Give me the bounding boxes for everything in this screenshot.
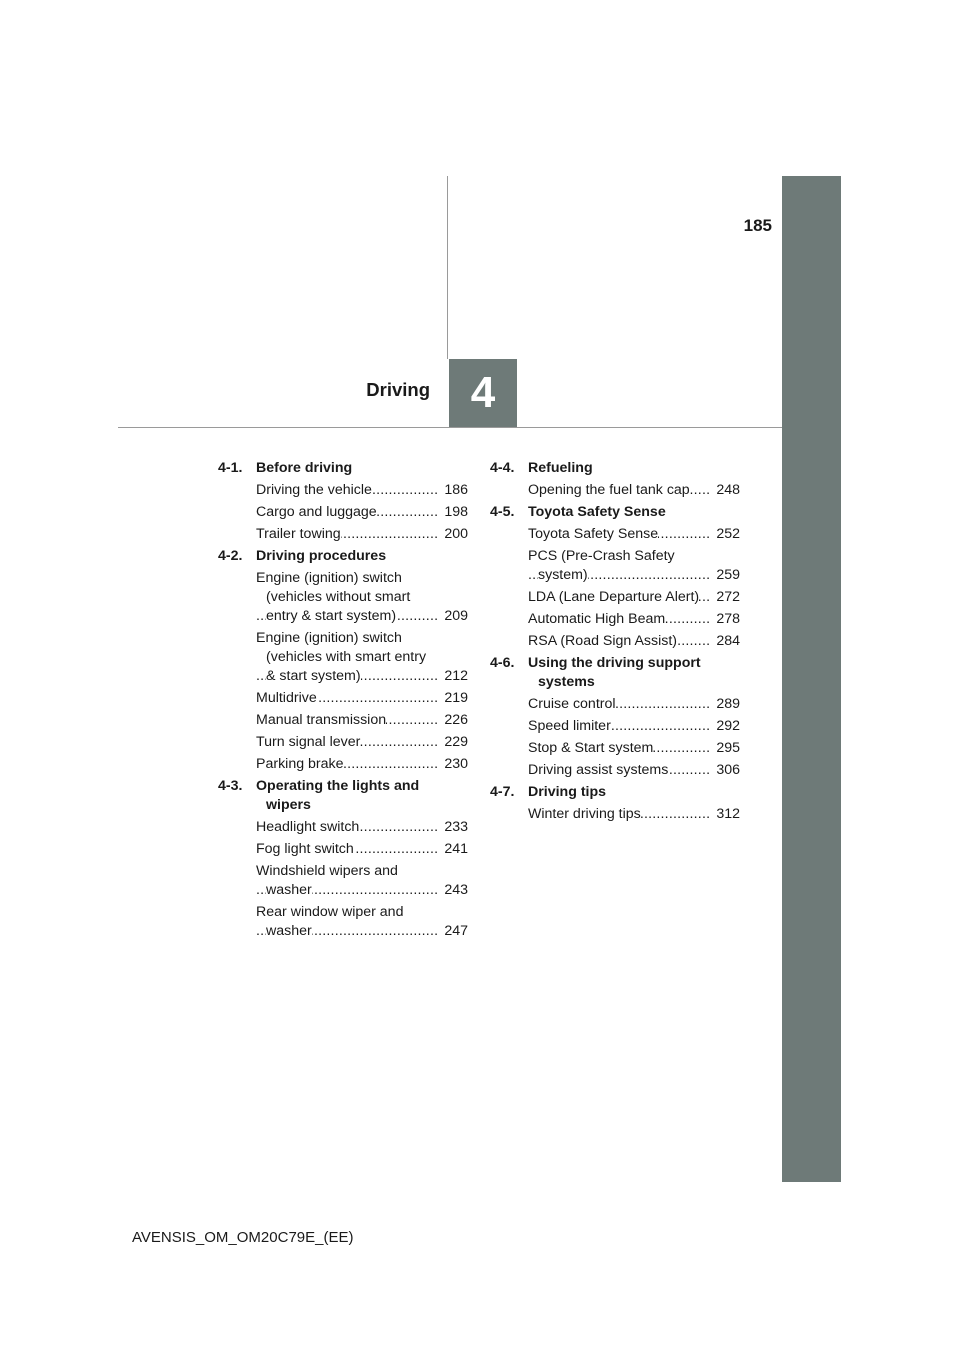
entry-page-number: 241 [438,840,468,859]
entry-page-number: 259 [710,566,740,585]
toc-entry[interactable] [256,711,468,730]
entry-page-number: 212 [438,667,468,686]
toc-entry[interactable] [256,629,468,686]
document-footer: AVENSIS_OM_OM20C79E_(EE) [132,1229,354,1246]
entry-page-number: 219 [438,689,468,708]
section-number: 4-2. [218,548,243,564]
side-thumb-tab [782,176,841,1182]
section-title[interactable]: Refueling [528,460,593,476]
entry-title: Stop & Start system [528,740,654,756]
entry-title: Automatic High Beam [528,611,666,627]
entry-title: Driving the vehicle [256,482,372,498]
toc-entry[interactable] [528,717,740,736]
header-vertical-rule [447,176,448,359]
section-number: 4-6. [490,655,515,671]
entry-title: Fog light switch [256,841,354,857]
entry-title: Speed limiter [528,718,611,734]
chapter-number: 4 [470,368,496,417]
entry-title: Winter driving tips [528,806,641,822]
section-number: 4-1. [218,460,243,476]
entry-page-number: 226 [438,711,468,730]
entry-title: LDA (Lane Departure Alert) [528,589,700,605]
toc-section [490,503,740,522]
section-title[interactable]: Before driving [256,460,353,476]
section-title[interactable]: Using the driving support systems [528,655,701,690]
toc-entry[interactable] [256,481,468,500]
toc-entry[interactable] [528,481,740,500]
entry-title: Headlight switch [256,819,360,835]
toc-section [490,783,740,802]
entry-title: Engine (ignition) switch (vehicles with smart entry & start system) [256,630,427,684]
entry-page-number: 292 [710,717,740,736]
toc-entry[interactable] [528,610,740,629]
entry-page-number: 248 [710,481,740,500]
page-number: 185 [743,216,772,235]
entry-page-number: 278 [710,610,740,629]
toc-entry[interactable] [256,525,468,544]
entry-title: Rear window wiper and washer [256,904,404,939]
toc-section [490,459,740,478]
toc-entry[interactable] [528,761,740,780]
section-number: 4-5. [490,504,515,520]
toc-entry[interactable] [256,755,468,774]
toc-entry[interactable] [256,689,468,708]
toc-entry[interactable] [256,862,468,900]
entry-title: Driving assist systems [528,762,669,778]
entry-page-number: 295 [710,739,740,758]
toc-column-right [490,459,740,827]
entry-page-number: 312 [710,805,740,824]
entry-page-number: 230 [438,755,468,774]
toc-entry[interactable] [528,588,740,607]
toc-entry[interactable] [528,547,740,585]
entry-title: Engine (ignition) switch (vehicles without smart entry & start system) [256,570,411,624]
entry-title: Trailer towing [256,526,341,542]
toc-entry[interactable] [256,503,468,522]
entry-title: Turn signal lever [256,734,361,750]
chapter-title: Driving [366,379,430,400]
section-title[interactable]: Driving tips [528,784,607,800]
entry-title: PCS (Pre-Crash Safety system) [528,548,675,583]
toc-entry[interactable] [256,569,468,626]
entry-title: Manual transmission [256,712,387,728]
entry-title: Parking brake [256,756,344,772]
section-number: 4-3. [218,778,243,794]
entry-page-number: 229 [438,733,468,752]
section-number: 4-4. [490,460,515,476]
section-title[interactable]: Toyota Safety Sense [528,504,666,520]
toc-entry[interactable] [528,805,740,824]
toc-section [490,654,740,692]
entry-title: Opening the fuel tank cap [528,482,690,498]
toc-entry[interactable] [256,903,468,941]
chapter-number-box [449,359,517,427]
entry-page-number: 289 [710,695,740,714]
entry-title: Cruise control [528,696,616,712]
toc-entry[interactable] [528,632,740,651]
toc-entry[interactable] [256,733,468,752]
entry-page-number: 247 [438,922,468,941]
toc-entry[interactable] [528,739,740,758]
section-title[interactable]: Driving procedures [256,548,387,564]
entry-page-number: 200 [438,525,468,544]
header-horizontal-rule [118,427,782,428]
toc-entry[interactable] [256,840,468,859]
entry-title: Windshield wipers and washer [256,863,398,898]
entry-page-number: 284 [710,632,740,651]
toc-section [218,547,468,566]
entry-page-number: 198 [438,503,468,522]
entry-title: Cargo and luggage [256,504,377,520]
toc-entry[interactable] [528,695,740,714]
entry-title: Toyota Safety Sense [528,526,659,542]
entry-title: RSA (Road Sign Assist) [528,633,678,649]
entry-page-number: 243 [438,881,468,900]
toc-entry[interactable] [528,525,740,544]
entry-title: Multidrive [256,690,317,706]
entry-page-number: 306 [710,761,740,780]
section-number: 4-7. [490,784,515,800]
entry-page-number: 233 [438,818,468,837]
entry-page-number: 252 [710,525,740,544]
section-title[interactable]: Operating the lights and wipers [256,778,420,813]
toc-column-left [218,459,468,944]
entry-page-number: 209 [438,607,468,626]
entry-page-number: 186 [438,481,468,500]
toc-section [218,777,468,815]
toc-entry[interactable] [256,818,468,837]
toc-section [218,459,468,478]
entry-page-number: 272 [710,588,740,607]
